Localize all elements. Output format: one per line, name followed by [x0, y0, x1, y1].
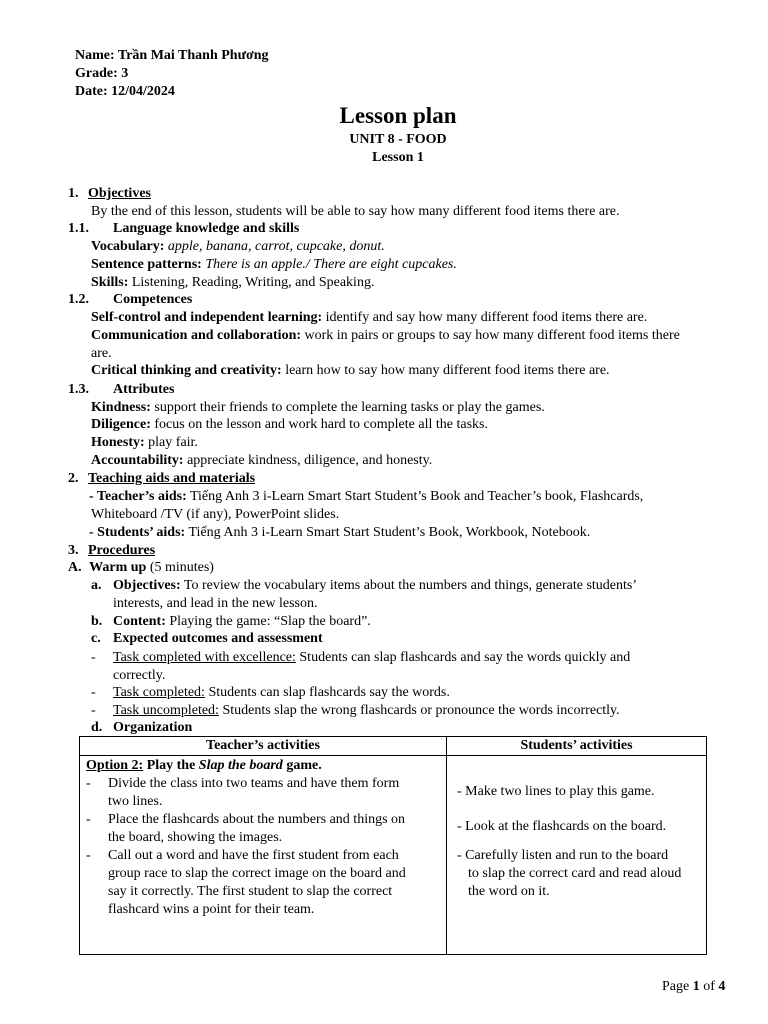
section-1-2-num: 1.2.	[68, 292, 89, 307]
skills-label: Skills:	[91, 275, 129, 290]
section-1-3-title: Attributes	[113, 382, 175, 397]
section-1-1-title: Language knowledge and skills	[113, 221, 300, 236]
warm-up-objectives-line	[113, 577, 637, 595]
critical-thinking-value: learn how to say how many different food items there are.	[285, 363, 610, 378]
section-1-1-heading	[68, 220, 300, 238]
aids-heading	[68, 470, 255, 488]
warm-up-heading	[68, 559, 214, 577]
teacher-step-3-line-2: group race to slap the correct image on the board and	[108, 866, 406, 881]
excellence-label: Task completed with excellence:	[113, 650, 296, 665]
teacher-step-1-line-2: two lines.	[108, 794, 163, 809]
self-control-line	[91, 309, 647, 327]
uncompleted-dash: -	[91, 703, 96, 718]
students-aids-line	[89, 524, 590, 542]
item-d-letter: d.	[91, 720, 103, 735]
item-a-letter: a.	[91, 578, 102, 593]
diligence-label: Diligence:	[91, 417, 151, 432]
option-game-name: Slap the board	[198, 758, 283, 773]
procedures-num: 3.	[68, 543, 79, 558]
objectives-title: Objectives	[88, 186, 151, 201]
teacher-step-2-dash: -	[86, 812, 91, 827]
vocabulary-label: Vocabulary:	[91, 239, 165, 254]
section-1-3-num: 1.3.	[68, 382, 89, 397]
name-value: Trần Mai Thanh Phương	[117, 48, 269, 63]
option-play: Play the	[146, 758, 196, 773]
organization-heading: Organization	[113, 720, 193, 735]
page-number	[662, 978, 725, 996]
item-c-letter: c.	[91, 631, 101, 646]
objectives-heading	[68, 185, 151, 203]
student-step-1: - Make two lines to play this game.	[457, 784, 655, 799]
skills-line	[91, 274, 374, 292]
teacher-aids-line	[89, 488, 643, 506]
sentence-patterns-line	[91, 256, 457, 274]
teacher-aids-line-2: Whiteboard /TV (if any), PowerPoint slides.	[91, 507, 340, 522]
critical-thinking-label: Critical thinking and creativity:	[91, 363, 282, 378]
teacher-step-3-line-4: flashcard wins a point for their team.	[108, 902, 315, 917]
self-control-value: identify and say how many different food items there are.	[325, 310, 648, 325]
section-1-2-title: Competences	[113, 292, 193, 307]
diligence-value: focus on the lesson and work hard to complete all the tasks.	[154, 417, 488, 432]
excellence-dash: -	[91, 650, 96, 665]
kindness-label: Kindness:	[91, 400, 151, 415]
accountability-line	[91, 452, 432, 470]
uncompleted-label: Task uncompleted:	[113, 703, 219, 718]
content-value: Playing the game: “Slap the board”.	[169, 614, 371, 629]
teacher-activities-cell	[80, 756, 447, 955]
sentence-patterns-label: Sentence patterns:	[91, 257, 202, 272]
uncompleted-line	[113, 702, 620, 720]
kindness-line	[91, 399, 545, 417]
critical-thinking-line	[91, 362, 610, 380]
honesty-value: play fair.	[148, 435, 198, 450]
skills-value: Listening, Reading, Writing, and Speaking.	[131, 275, 375, 290]
student-step-3-line-1: - Carefully listen and run to the board	[457, 848, 669, 863]
excellence-line-2: correctly.	[113, 668, 166, 683]
completed-dash: -	[91, 685, 96, 700]
completed-label: Task completed:	[113, 685, 205, 700]
warm-up-letter: A.	[68, 560, 82, 575]
grade-value: 3	[121, 66, 129, 81]
aids-num: 2.	[68, 471, 79, 486]
content-label: Content:	[113, 614, 166, 629]
teacher-step-2-line-1: Place the flashcards about the numbers and things on	[108, 812, 406, 827]
accountability-label: Accountability:	[91, 453, 184, 468]
completed-value: Students can slap flashcards say the words.	[208, 685, 450, 700]
procedures-title: Procedures	[88, 543, 156, 558]
page-total: 4	[718, 979, 726, 994]
date-value: 12/04/2024	[111, 84, 175, 99]
page-current: 1	[692, 979, 700, 994]
accountability-value: appreciate kindness, diligence, and honesty.	[187, 453, 433, 468]
expected-outcomes-heading: Expected outcomes and assessment	[113, 631, 323, 646]
communication-line	[91, 327, 680, 345]
procedures-heading	[68, 542, 155, 560]
students-activities-header: Students’ activities	[447, 737, 707, 756]
student-step-3-line-3: the word on it.	[468, 884, 550, 899]
uncompleted-value: Students slap the wrong flashcards or pronounce the words incorrectly.	[222, 703, 620, 718]
objectives-num: 1.	[68, 186, 79, 201]
students-activities-cell	[447, 756, 707, 955]
section-1-3-heading	[68, 381, 175, 399]
teacher-step-3-dash: -	[86, 848, 91, 863]
page-of-word: of	[703, 979, 715, 994]
vocabulary-line	[91, 238, 385, 256]
vocabulary-value: apple, banana, carrot, cupcake, donut.	[167, 239, 385, 254]
date-line	[75, 83, 175, 101]
self-control-label: Self-control and independent learning:	[91, 310, 323, 325]
objectives-intro: By the end of this lesson, students will be able to say how many different food items there are.	[91, 204, 620, 219]
grade-label: Grade:	[75, 66, 118, 81]
item-b-letter: b.	[91, 614, 103, 629]
warm-up-objectives-value: To review the vocabulary items about the numbers and things, generate students’	[183, 578, 638, 593]
students-aids-label: - Students’ aids:	[89, 525, 186, 540]
communication-value: work in pairs or groups to say how many different food items there	[304, 328, 680, 343]
table-row	[80, 756, 707, 955]
lesson-title: Lesson 1	[372, 150, 424, 165]
page-title: Lesson plan	[339, 103, 457, 128]
warm-up-objectives-line-2: interests, and lead in the new lesson.	[113, 596, 318, 611]
student-step-3-line-2: to slap the correct card and read aloud	[468, 866, 682, 881]
student-step-2: - Look at the flashcards on the board.	[457, 819, 667, 834]
kindness-value: support their friends to complete the learning tasks or play the games.	[154, 400, 545, 415]
date-label: Date:	[75, 84, 108, 99]
communication-label: Communication and collaboration:	[91, 328, 302, 343]
communication-line-2: are.	[91, 346, 112, 361]
warm-up-time: (5 minutes)	[149, 560, 214, 575]
page-word: Page	[662, 979, 690, 994]
completed-line	[113, 684, 450, 702]
option-line	[86, 757, 322, 775]
teacher-step-3-line-1: Call out a word and have the first student from each	[108, 848, 399, 863]
students-aids-value: Tiếng Anh 3 i-Learn Smart Start Student’s Book, Workbook, Notebook.	[188, 525, 591, 540]
teacher-aids-label: - Teacher’s aids:	[89, 489, 187, 504]
unit-title: UNIT 8 - FOOD	[349, 132, 447, 147]
aids-title: Teaching aids and materials	[88, 471, 256, 486]
teacher-step-3-line-3: say it correctly. The first student to slap the correct	[108, 884, 393, 899]
content-line	[113, 613, 371, 631]
teacher-step-2-line-2: the board, showing the images.	[108, 830, 283, 845]
section-1-1-num: 1.1.	[68, 221, 89, 236]
warm-up-title: Warm up	[89, 560, 147, 575]
activities-table	[79, 736, 707, 955]
diligence-line	[91, 416, 488, 434]
honesty-line	[91, 434, 198, 452]
sentence-patterns-value: There is an apple./ There are eight cupcakes.	[205, 257, 457, 272]
name-line	[75, 47, 269, 65]
teacher-activities-header: Teacher’s activities	[80, 737, 447, 756]
teacher-step-1-dash: -	[86, 776, 91, 791]
teacher-aids-value: Tiếng Anh 3 i-Learn Smart Start Student’s Book and Teacher’s book, Flashcards,	[189, 489, 644, 504]
table-header-row	[80, 737, 707, 756]
honesty-label: Honesty:	[91, 435, 145, 450]
excellence-value: Students can slap flashcards and say the words quickly and	[299, 650, 631, 665]
grade-line	[75, 65, 128, 83]
teacher-step-1-line-1: Divide the class into two teams and have them form	[108, 776, 400, 791]
section-1-2-heading	[68, 291, 193, 309]
warm-up-objectives-label: Objectives:	[113, 578, 181, 593]
excellence-line	[113, 649, 630, 667]
name-label: Name:	[75, 48, 115, 63]
option-game-word: game.	[286, 758, 322, 773]
option-label: Option 2:	[86, 758, 144, 773]
